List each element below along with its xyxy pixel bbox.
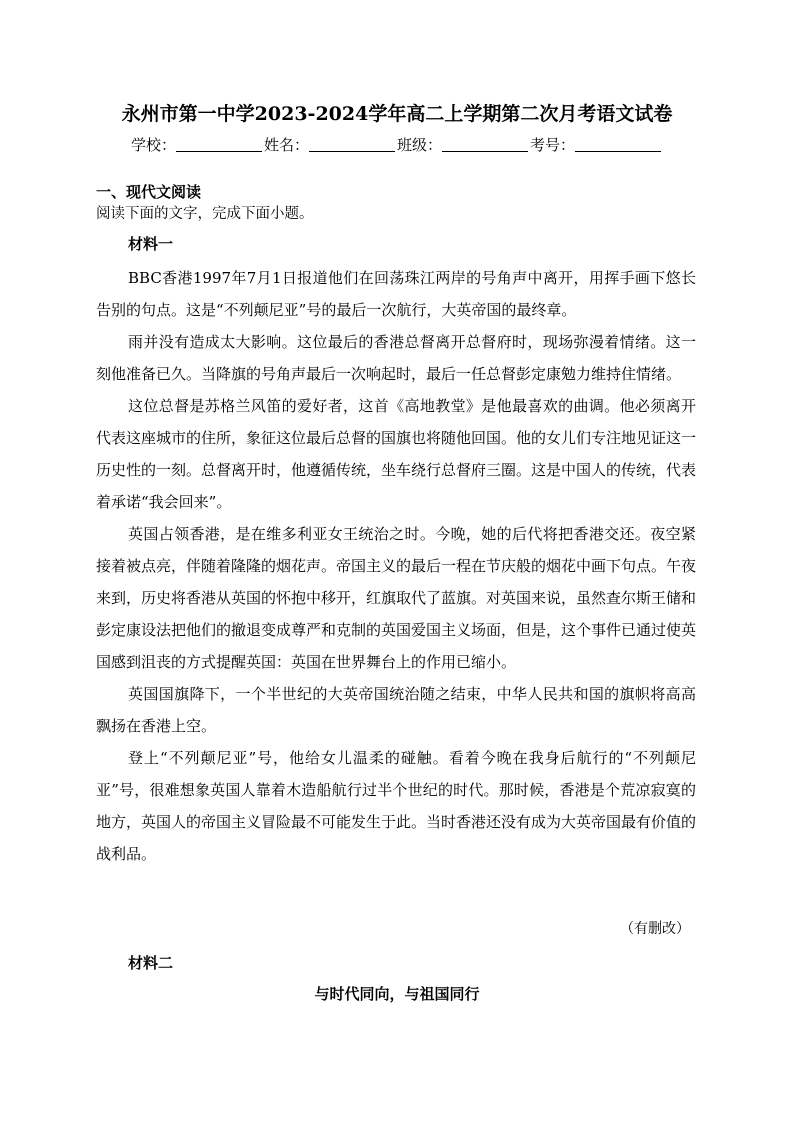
reading-instruction: 阅读下面的文字，完成下面小题。 <box>96 206 314 222</box>
exam-title: 永州市第一中学2023-2024学年高二上学期第二次月考语文试卷 <box>121 103 673 125</box>
name-blank <box>309 136 395 152</box>
section-heading: 一、现代文阅读 <box>96 183 202 201</box>
material-two-title: 与时代同向，与祖国同行 <box>314 985 480 1003</box>
class-label: 班级： <box>397 136 443 154</box>
school-blank <box>176 136 262 152</box>
material-one-paragraph: 登上“不列颠尼亚”号，他给女儿温柔的碰触。看着今晚在我身后航行的“不列颠尼亚”号，很难想象英国人靠着木造船航行过半个世纪的时代。那时候，香港是个荒凉寂寞的地方，英国人的帝国主义冒险最不可能发生于此。当时香港还没有成为大英帝国最有价值的战利品。 <box>96 749 697 863</box>
student-info-line <box>0 133 794 157</box>
school-label: 学校： <box>130 136 176 154</box>
material-one-paragraph: 雨并没有造成太大影响。这位最后的香港总督离开总督府时，现场弥漫着情绪。这一刻他准备已久。当降旗的号角声最后一次响起时，最后一任总督彭定康勉力维持住情绪。 <box>96 333 696 383</box>
name-label: 姓名： <box>263 136 309 154</box>
edited-note: （有删改） <box>620 921 690 937</box>
material-one-paragraph: 英国占领香港，是在维多利亚女王统治之时。今晚，她的后代将把香港交还。夜空紧接着被点亮，伴随着隆隆的烟花声。帝国主义的最后一程在节庆般的烟花中画下句点。午夜来到，历史将香港从英国的怀抱中移开，红旗取代了蓝旗。对英国来说，虽然查尔斯王储和彭定康设法把他们的撤退变成尊严和克制的英国爱国主义场面，但是，这个事件已通过使英国感到沮丧的方式提醒英国：英国在世界舞台上的作用已缩小。 <box>96 525 697 671</box>
material-one-paragraph: 这位总督是苏格兰风笛的爱好者，这首《高地教堂》是他最喜欢的曲调。他必须离开代表这座城市的住所，象征这位最后总督的国旗也将随他回国。他的女儿们专注地见证这一历史性的一刻。总督离开时，他遵循传统，坐车绕行总督府三圈。这是中国人的传统，代表着承诺“我会回来”。 <box>96 397 697 511</box>
material-one-body <box>96 262 696 870</box>
exam-number-label: 考号： <box>530 136 576 154</box>
material-one-paragraph: 英国国旗降下，一个半世纪的大英帝国统治随之结束，中华人民共和国的旗帜将高高飘扬在香港上空。 <box>96 685 696 735</box>
exam-number-blank <box>575 136 661 152</box>
material-one-paragraph: BBC香港1997年7月1日报道他们在回荡珠江两岸的号角声中离开，用挥手画下悠长告别的句点。这是“不列颠尼亚”号的最后一次航行，大英帝国的最终章。 <box>96 269 696 319</box>
material-one-label: 材料一 <box>128 235 174 253</box>
material-two-label: 材料二 <box>128 954 174 972</box>
class-blank <box>442 136 528 152</box>
